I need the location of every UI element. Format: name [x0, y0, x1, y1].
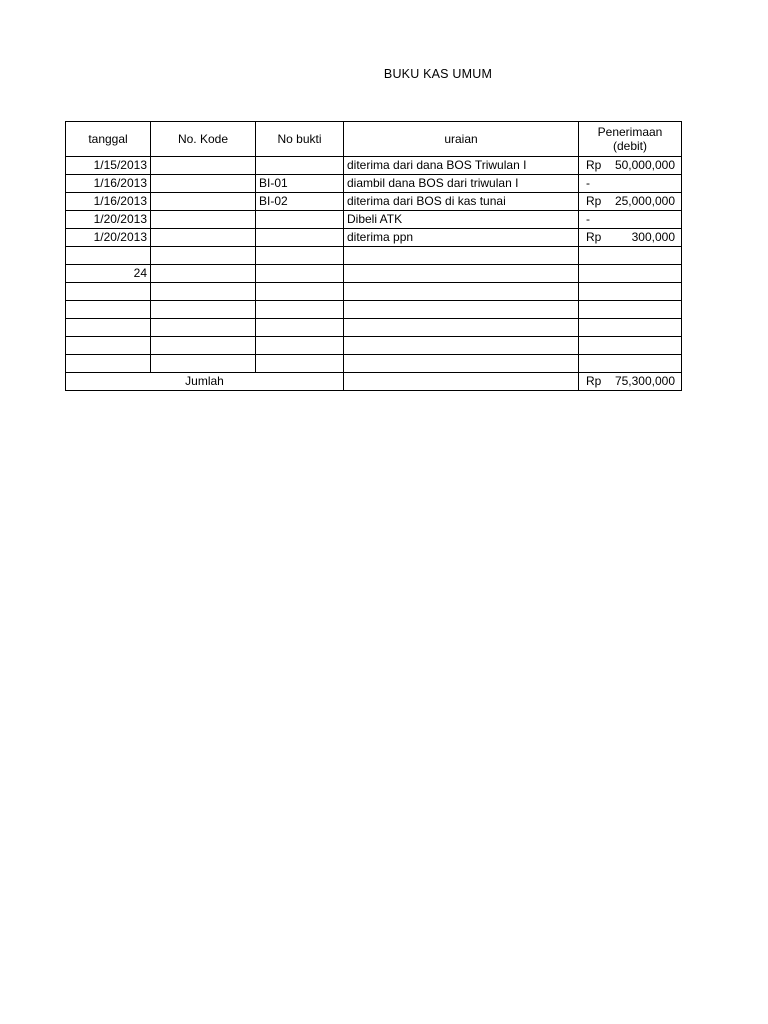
cell-no-kode — [151, 157, 256, 175]
cell-tanggal — [66, 283, 151, 301]
table-row — [66, 319, 682, 337]
table-row — [66, 211, 682, 229]
cell-penerimaan — [579, 301, 682, 319]
cell-currency: Rp — [586, 158, 602, 172]
cell-penerimaan — [579, 355, 682, 373]
cell-no-kode — [151, 193, 256, 211]
total-amount: 75,300,000 — [614, 374, 675, 388]
cell-penerimaan — [579, 157, 682, 175]
cell-no-kode — [151, 319, 256, 337]
cell-no-kode — [151, 337, 256, 355]
cell-amount: 50,000,000 — [614, 158, 675, 172]
table-row — [66, 283, 682, 301]
cell-amount: 25,000,000 — [614, 194, 675, 208]
cell-penerimaan — [579, 175, 682, 193]
cell-no-kode — [151, 211, 256, 229]
cell-tanggal: 1/20/2013 — [66, 229, 151, 247]
cell-penerimaan — [579, 193, 682, 211]
cash-ledger-table — [65, 121, 682, 391]
header-uraian: uraian — [344, 122, 579, 157]
cell-uraian — [344, 247, 579, 265]
cell-penerimaan — [579, 229, 682, 247]
table-row — [66, 229, 682, 247]
cell-no-kode — [151, 265, 256, 283]
cell-no-bukti — [256, 319, 344, 337]
header-penerimaan — [579, 122, 682, 157]
cell-uraian — [344, 283, 579, 301]
document-title: BUKU KAS UMUM — [383, 67, 493, 81]
cell-tanggal: 1/16/2013 — [66, 175, 151, 193]
table-row — [66, 193, 682, 211]
cell-uraian — [344, 265, 579, 283]
cell-no-bukti — [256, 211, 344, 229]
cell-tanggal — [66, 247, 151, 265]
cell-tanggal: 1/15/2013 — [66, 157, 151, 175]
header-no-kode: No. Kode — [151, 122, 256, 157]
cell-uraian: diterima ppn — [344, 229, 579, 247]
cell-uraian: diambil dana BOS dari triwulan I — [344, 175, 579, 193]
total-penerimaan — [579, 373, 682, 391]
cell-penerimaan — [579, 283, 682, 301]
cell-tanggal: 1/20/2013 — [66, 211, 151, 229]
table-row — [66, 355, 682, 373]
header-no-bukti: No bukti — [256, 122, 344, 157]
cell-tanggal — [66, 319, 151, 337]
cell-currency: Rp — [586, 230, 602, 244]
cell-uraian — [344, 355, 579, 373]
total-label: Jumlah — [66, 373, 344, 391]
cell-uraian: diterima dari BOS di kas tunai — [344, 193, 579, 211]
cell-penerimaan — [579, 319, 682, 337]
total-currency: Rp — [586, 374, 602, 388]
cell-no-kode — [151, 301, 256, 319]
header-penerimaan-line2: (debit) — [612, 139, 647, 153]
cell-no-bukti — [256, 265, 344, 283]
cell-no-bukti — [256, 301, 344, 319]
total-row — [66, 373, 682, 391]
cell-tanggal: 1/16/2013 — [66, 193, 151, 211]
cell-uraian: diterima dari dana BOS Triwulan I — [344, 157, 579, 175]
cell-uraian — [344, 319, 579, 337]
table-row — [66, 247, 682, 265]
cell-penerimaan — [579, 337, 682, 355]
table-row — [66, 301, 682, 319]
cell-no-kode — [151, 175, 256, 193]
cell-no-kode — [151, 355, 256, 373]
cell-no-kode — [151, 283, 256, 301]
cell-no-bukti: BI-01 — [256, 175, 344, 193]
table-row — [66, 157, 682, 175]
total-uraian — [344, 373, 579, 391]
cell-penerimaan — [579, 247, 682, 265]
header-penerimaan-line1: Penerimaan — [597, 125, 663, 139]
cell-no-bukti — [256, 283, 344, 301]
cell-currency: - — [586, 212, 590, 226]
cell-no-kode — [151, 247, 256, 265]
cell-no-bukti — [256, 247, 344, 265]
cell-uraian: Dibeli ATK — [344, 211, 579, 229]
cell-uraian — [344, 301, 579, 319]
table-header-row — [66, 122, 682, 157]
table-row — [66, 265, 682, 283]
cell-amount: 300,000 — [631, 230, 675, 244]
table-row — [66, 337, 682, 355]
cell-tanggal — [66, 337, 151, 355]
cell-no-bukti — [256, 337, 344, 355]
cell-penerimaan — [579, 265, 682, 283]
cell-no-bukti: BI-02 — [256, 193, 344, 211]
table-row — [66, 175, 682, 193]
cell-no-bukti — [256, 229, 344, 247]
header-tanggal: tanggal — [66, 122, 151, 157]
cell-no-bukti — [256, 157, 344, 175]
cell-no-kode — [151, 229, 256, 247]
cell-tanggal — [66, 355, 151, 373]
cell-uraian — [344, 337, 579, 355]
cell-penerimaan — [579, 211, 682, 229]
cell-tanggal: 24 — [66, 265, 151, 283]
cell-no-bukti — [256, 355, 344, 373]
cell-tanggal — [66, 301, 151, 319]
cell-currency: Rp — [586, 194, 602, 208]
cell-currency: - — [586, 176, 590, 190]
